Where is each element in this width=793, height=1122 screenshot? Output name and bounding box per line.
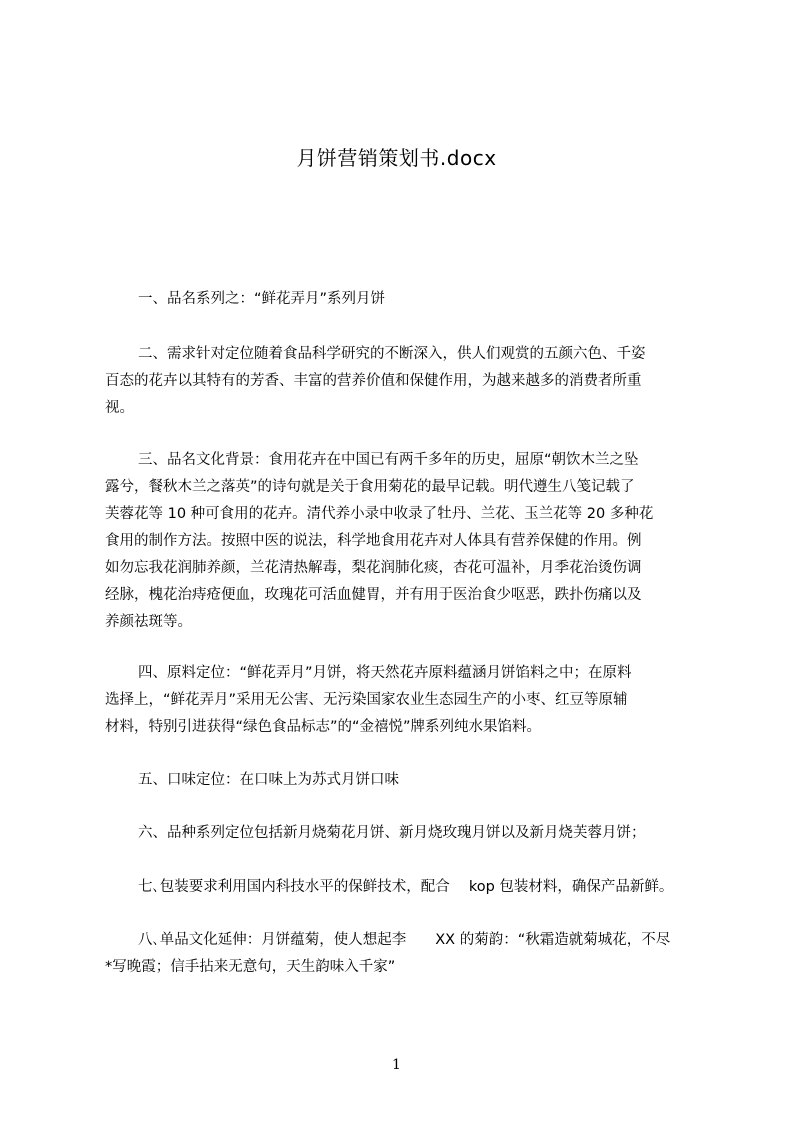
paragraph-line: 六、品种系列定位包括新月烧菊花月饼、新月烧玫瑰月饼以及新月烧芙蓉月饼； (138, 825, 646, 841)
paragraph-line: 芙蓉花等 10 种可食用的花卉。清代养小录中收录了牡丹、兰花、玉兰花等 20 多种花 (105, 506, 654, 522)
paragraph-line: *写晚霞；信手拈来无意句，天生韵味入千家” (105, 959, 396, 975)
paragraph-line: 材料，特别引进获得“绿色食品标志”的“金禧悦”牌系列纯水果馅料。 (105, 719, 542, 735)
paragraph-raw-material (105, 660, 700, 741)
paragraph-line: 选择上，“鲜花弄月”采用无公害、无污染国家农业生态园生产的小枣、红豆等原辅 (105, 692, 628, 708)
paragraph-line: 八､单品文化延伸：月饼蕴菊，使人想起李 XX 的菊韵：“秋霜造就菊城花，不尽 (138, 932, 671, 948)
paragraph-product-series (105, 286, 700, 313)
paragraph-taste-positioning (105, 767, 700, 794)
paragraph-line: 露兮，餐秋木兰之落英”的诗句就是关于食用菊花的最早记载。明代遵生八笺记载了 (105, 479, 635, 495)
paragraph-packaging (105, 874, 700, 901)
paragraph-demand-positioning (105, 341, 700, 422)
paragraph-line: 视。 (105, 400, 134, 416)
paragraph-line: 如勿忘我花润肺养颜，兰花清热解毒，梨花润肺化痰，杏花可温补，月季花治烫伤调 (105, 560, 642, 576)
paragraph-line: 二、需求针对定位随着食品科学研究的不断深入，供人们观赏的五颜六色、千姿 (138, 346, 646, 362)
paragraph-line: 经脉，槐花治痔疮便血，玫瑰花可活血健胃，并有用于医治食少呕恶，跌扑伤痛以及 (105, 587, 642, 603)
paragraph-cultural-background (105, 447, 700, 636)
paragraph-line: 养颜祛斑等。 (105, 614, 192, 630)
paragraph-line: 食用的制作方法。按照中医的说法，科学地食用花卉对人体具有营养保健的作用。例 (105, 533, 642, 549)
page-number: 1 (392, 1057, 401, 1073)
paragraph-line: 四、原料定位：“鲜花弄月”月饼，将天然花卉原料蕴涵月饼馅料之中；在原料 (138, 665, 632, 681)
paragraph-line: 五、口味定位：在口味上为苏式月饼口味 (138, 772, 399, 788)
paragraph-line: 七､包装要求利用国内科技水平的保鲜技术，配合 kop 包装材料，确保产品新鲜。 (138, 879, 674, 895)
document-title: 月饼营销策划书.docx (296, 146, 497, 170)
paragraph-line: 一、品名系列之：“鲜花弄月”系列月饼 (138, 291, 386, 307)
paragraph-variety-series (105, 820, 700, 847)
paragraph-line: 三、品名文化背景：食用花卉在中国已有两千多年的历史，屈原“朝饮木兰之坠 (138, 452, 639, 468)
paragraph-line: 百态的花卉以其特有的芳香、丰富的营养价值和保健作用，为越来越多的消费者所重 (105, 373, 642, 389)
paragraph-cultural-extension (105, 927, 700, 981)
